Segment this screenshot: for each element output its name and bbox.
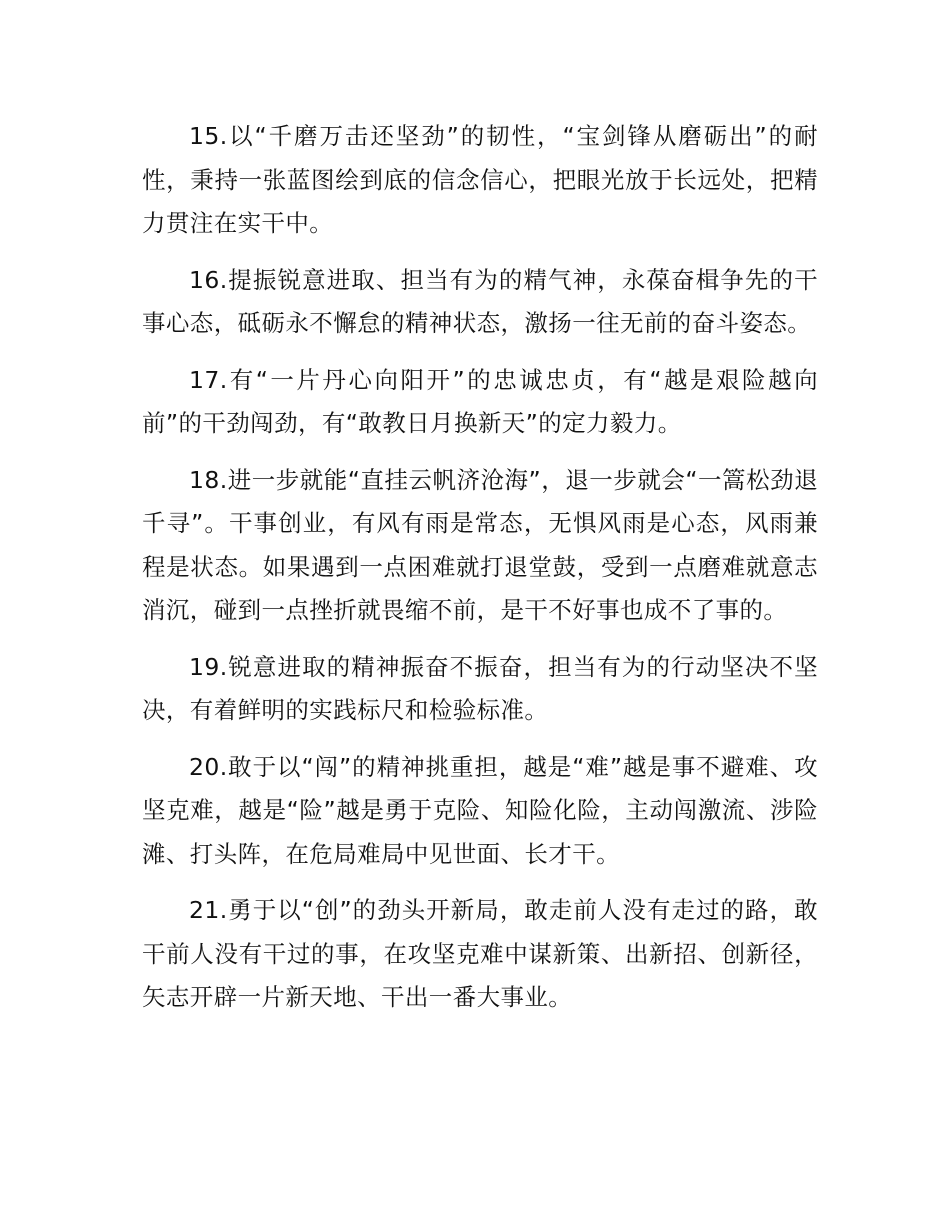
document-body	[142, 115, 818, 1033]
paragraph-19: 19.锐意进取的精神振奋不振奋，担当有为的行动坚决不坚决，有着鲜明的实践标尺和检验标准。	[142, 652, 818, 724]
paragraph-15: 15.以“千磨万击还坚劲”的韧性，“宝剑锋从磨砺出”的耐性，秉持一张蓝图绘到底的信念信心，把眼光放于长远处，把精力贯注在实干中。	[142, 122, 818, 237]
paragraph-16: 16.提振锐意进取、担当有为的精气神，永葆奋楫争先的干事心态，砥砺永不懈怠的精神状态，激扬一往无前的奋斗姿态。	[142, 265, 818, 337]
paragraph-20: 20.敢于以“闯”的精神挑重担，越是“难”越是事不避难、攻坚克难，越是“险”越是勇于克险、知险化险，主动闯激流、涉险滩、打头阵，在危局难局中见世面、长才干。	[142, 752, 818, 868]
paragraph-18: 18.进一步就能“直挂云帆济沧海”，退一步就会“一篙松劲退千寻”。干事创业，有风有雨是常态，无惧风雨是心态，风雨兼程是状态。如果遇到一点困难就打退堂鼓，受到一点磨难就意志消沉，碰到一点挫折就畏缩不前，是干不好事也成不了事的。	[142, 465, 818, 624]
paragraph-17: 17.有“一片丹心向阳开”的忠诚忠贞，有“越是艰险越向前”的干劲闯劲，有“敢教日月换新天”的定力毅力。	[142, 365, 818, 437]
paragraph-21: 21.勇于以“创”的劲头开新局，敢走前人没有走过的路，敢干前人没有干过的事，在攻坚克难中谋新策、出新招、创新径，矢志开辟一片新天地、干出一番大事业。	[142, 896, 818, 1011]
